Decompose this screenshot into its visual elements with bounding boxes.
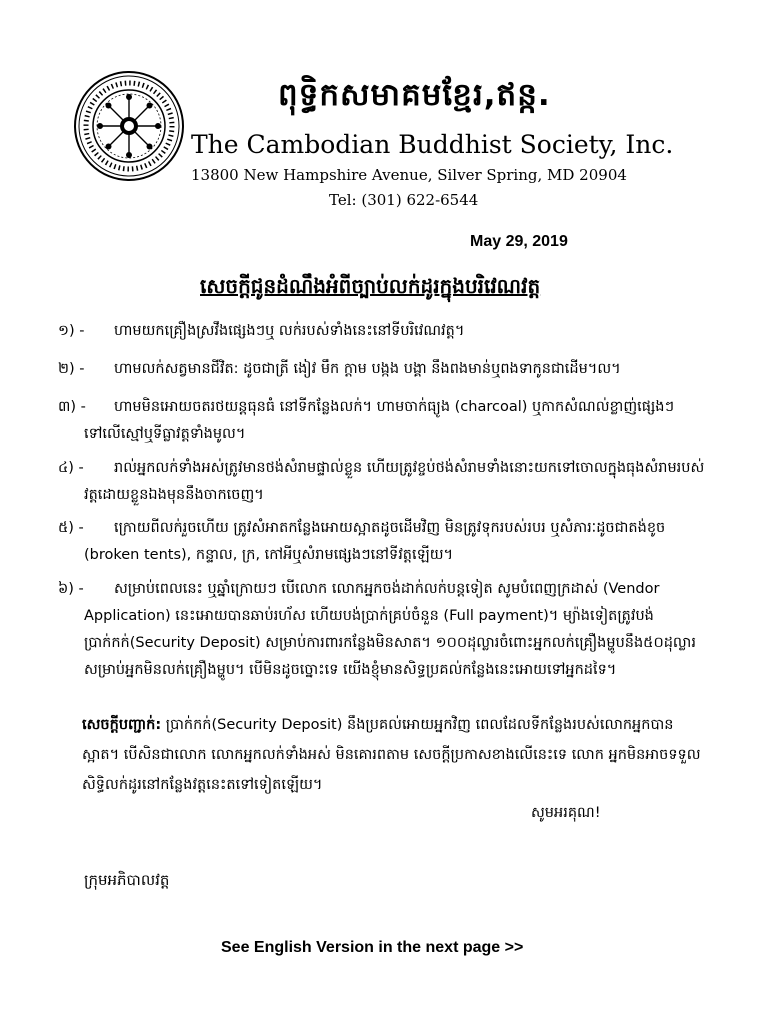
org-name-khmer: ពុទ្ធិកសមាគមខ្មែរ,ឥន្ក. xyxy=(278,77,551,113)
org-telephone: Tel: (301) 622-6544 xyxy=(329,191,479,209)
rule-text: ហាមយកគ្រឿងស្រវឹងផ្សេងៗឬ លក់របស់ទាំងនេះនៅទីបរិវេណវត្ត។ xyxy=(114,323,465,339)
dharma-wheel-seal-icon xyxy=(73,70,185,182)
rule-item-5 xyxy=(58,515,708,569)
rule-item-2 xyxy=(58,356,708,383)
rule-number: ៦) - xyxy=(58,581,84,597)
rule-item-1 xyxy=(58,318,708,345)
letter-date: May 29, 2019 xyxy=(470,233,568,250)
rule-text: ក្រោយពីលក់រួចហើយ ត្រូវសំអាតកន្លែងអោយស្អាតដូចដើមវិញ មិនត្រូវទុករបស់របរ ឬសំភារៈដូចជាតង់ខូច (broken tents), កន្ទាល, ក្រ, កៅអីឬសំរាមផ្សេងៗនៅទីវត្តឡើយ។ xyxy=(84,520,666,563)
rule-number: ៥) - xyxy=(58,520,84,536)
org-address: 13800 New Hampshire Avenue, Silver Spring, MD 20904 xyxy=(191,166,627,184)
closing-thanks: សូមអរគុណ! xyxy=(531,805,601,821)
rule-number: ៣) - xyxy=(58,399,86,415)
english-version-note: See English Version in the next page >> xyxy=(221,939,524,956)
signature-committee: ក្រុមអភិបាលវត្ត xyxy=(84,871,170,889)
note-label: សេចក្ដីបញ្ជាក់: xyxy=(82,717,162,733)
notice-title: សេចក្តីជូនដំណឹងអំពីច្បាប់លក់ដូរក្នុងបរិវេណវត្ត xyxy=(200,274,541,298)
rule-item-3 xyxy=(58,394,708,448)
rule-text: សម្រាប់ពេលនេះ ឬឆ្នាំក្រោយៗ បើលោក លោកអ្នកចង់ដាក់លក់បន្តទៀត សូមបំពេញក្រដាស់ (Vendor Application) នេះអោយបានឆាប់រហ័ស ហើយបង់ប្រាក់គ្រប់ចំនួន (Full payment)។ ម្យ៉ាងទៀតត្រូវបង់ប្រាក់កក់(Security Deposit) សម្រាប់ការពារកន្លែងមិនសាត។ ១០០ដុល្លារចំពោះអ្នកលក់គ្រឿងម្ហូបនឹង៥០ដុល្លារសម្រាប់អ្នកមិនលក់គ្រឿងម្ហូប។ បើមិនដូចច្នោះទេ យើងខ្ញុំមានសិទ្ធប្រគល់កន្លែងនេះអោយទៅអ្នកដទៃ។ xyxy=(84,581,696,678)
rule-text: ហាមលក់សត្វមានជីវិត: ដូចជាត្រី ងៀវ មឹក ក្ដាម បង្កង បង្គា នឹងពងមាន់ឬពងទាកូនជាដើម។ល។ xyxy=(114,361,621,377)
rule-number: ២) - xyxy=(58,361,85,377)
rule-number: ៤) - xyxy=(58,460,84,476)
org-name-english: The Cambodian Buddhist Society, Inc. xyxy=(191,130,674,159)
rule-number: ១) - xyxy=(58,323,85,339)
rule-text: ហាមមិនអោយចតរថយន្តធុនធំ នៅទីកន្លែងលក់។ ហាមចាក់ធ្យូង (charcoal) ឬកាកសំណល់ខ្លាញ់ផ្សេងៗទៅលើស្មៅឬទីធ្លាវត្តទាំងមូល។ xyxy=(84,399,675,442)
security-deposit-note xyxy=(82,710,706,800)
note-text: ប្រាក់កក់(Security Deposit) នឹងប្រគល់អោយអ្នកវិញ ពេលដែលទីកន្លែងរបស់លោកអ្នកបានស្អាត។ បើសិនជាលោក លោកអ្នកលក់ទាំងអស់ មិនគោរពតាម សេចក្ដីប្រកាសខាងលើនេះទេ លោក អ្នកមិនអាចទទួលសិទ្ធិលក់ដូរនៅកន្លែងវត្តនេះតទៅទៀតឡើយ។ xyxy=(82,717,701,793)
rule-text: រាល់អ្នកលក់ទាំងអស់ត្រូវមានថង់សំរាមផ្ទាល់ខ្លួន ហើយត្រូវខ្ចប់ថង់សំរាមទាំងនោះយកទៅចោលក្នុងធុងសំរាមរបស់វត្តដោយខ្លួនឯងមុននឹងចាកចេញ។ xyxy=(84,460,705,503)
rule-item-4 xyxy=(58,455,708,509)
rule-item-6 xyxy=(58,576,708,684)
